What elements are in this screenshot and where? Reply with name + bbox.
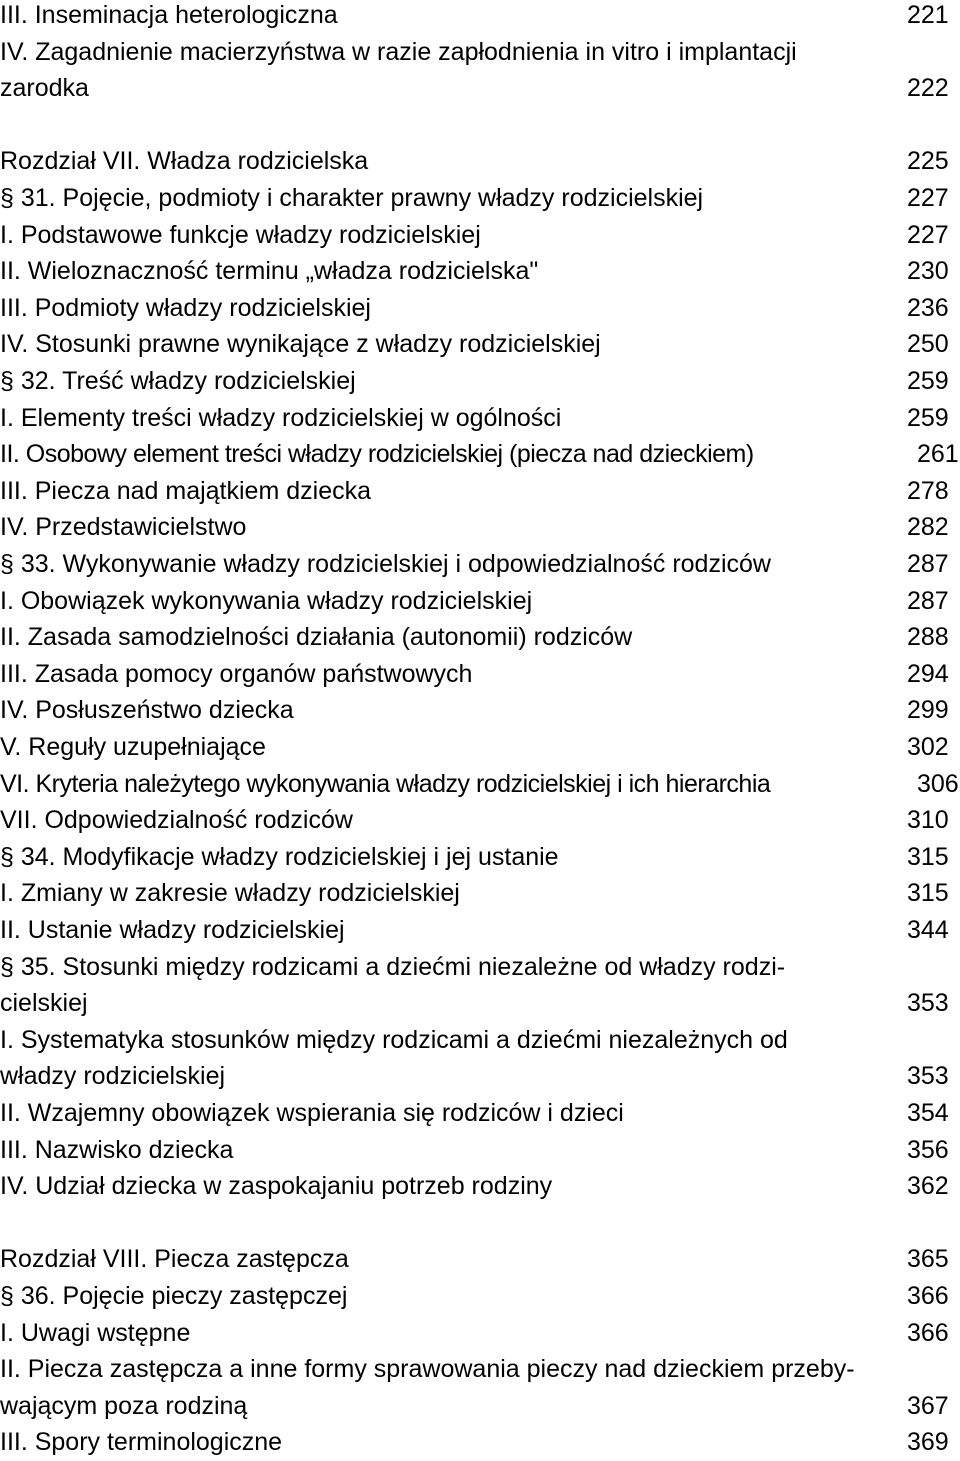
toc-entry-title: II. Wieloznaczność terminu „władza rodzicielska" xyxy=(0,257,539,286)
toc-entry-title: III. Zasada pomocy organów państwowych xyxy=(0,659,473,688)
toc-entry-page: 259 xyxy=(907,403,949,432)
toc-entry-title: IV. Stosunki prawne wynikające z władzy rodzicielskiej xyxy=(0,330,601,359)
toc-entry-page: 227 xyxy=(907,220,949,249)
toc-entry-title: II. Osobowy element treści władzy rodzicielskiej (piecza nad dzieckiem) xyxy=(0,440,754,469)
toc-entry-title: II. Ustanie władzy rodzicielskiej xyxy=(0,916,345,944)
toc-entry-page: 356 xyxy=(907,1135,949,1164)
toc-entry xyxy=(0,619,960,656)
toc-entry xyxy=(0,326,960,363)
toc-entry-page: 225 xyxy=(907,147,949,176)
toc-entry-page: 315 xyxy=(907,842,949,871)
toc-entry-page: 354 xyxy=(907,1099,949,1127)
toc-entry-title: § 31. Pojęcie, podmioty i charakter prawny władzy rodzicielskiej xyxy=(0,184,704,212)
toc-entry-title: III. Podmioty władzy rodzicielskiej xyxy=(0,293,371,322)
toc-entry xyxy=(0,1241,960,1278)
toc-entry xyxy=(0,729,960,766)
toc-entry-page: 222 xyxy=(907,74,949,103)
toc-entry-page: 353 xyxy=(907,989,949,1018)
toc-entry xyxy=(0,656,960,693)
toc-entry xyxy=(0,180,960,217)
toc-entry-title: II. Piecza zastępcza a inne formy sprawowania pieczy nad dzieckiem przeby- xyxy=(0,1355,855,1384)
toc-entry xyxy=(0,1351,960,1388)
toc-entry-page: 366 xyxy=(907,1318,949,1347)
toc-entry-page: 365 xyxy=(907,1245,949,1274)
toc-entry xyxy=(0,70,960,107)
toc-entry-title: I. Elementy treści władzy rodzicielskiej w ogólności xyxy=(0,403,562,432)
toc-entry-page: 369 xyxy=(907,1428,949,1457)
toc-entry xyxy=(0,107,960,144)
toc-entry xyxy=(0,253,960,290)
toc-entry-page: 236 xyxy=(907,293,949,322)
toc-entry-page: 287 xyxy=(907,550,949,578)
toc-entry-page: 278 xyxy=(907,476,949,505)
toc-entry xyxy=(0,143,960,180)
toc-entry-page: 353 xyxy=(907,1062,949,1091)
toc-entry-title: IV. Posłuszeństwo dziecka xyxy=(0,696,294,725)
toc-entry-page: 250 xyxy=(907,330,949,359)
toc-entry xyxy=(0,0,960,34)
toc-entry xyxy=(0,839,960,876)
toc-entry xyxy=(0,546,960,583)
toc-entry xyxy=(0,912,960,949)
toc-entry-title: II. Wzajemny obowiązek wspierania się rodziców i dzieci xyxy=(0,1099,624,1127)
toc-entry xyxy=(0,985,960,1022)
toc-entry-title: zarodka xyxy=(0,74,89,103)
toc-entry-title: cielskiej xyxy=(0,989,88,1018)
toc-entry-title: Rozdział VII. Władza rodzicielska xyxy=(0,147,369,176)
toc-entry xyxy=(0,1058,960,1095)
toc-entry-page: 366 xyxy=(907,1282,949,1310)
toc-entry xyxy=(0,766,960,803)
toc-entry-page: 306 xyxy=(917,769,959,798)
toc-entry-page: 288 xyxy=(907,623,949,652)
toc-entry-page: 221 xyxy=(907,1,949,29)
toc-entry-title: III. Piecza nad majątkiem dziecka xyxy=(0,476,371,505)
toc-entry xyxy=(0,400,960,437)
toc-entry-title: wającym poza rodziną xyxy=(0,1391,248,1420)
toc-entry xyxy=(0,34,960,71)
toc-entry-title: I. Obowiązek wykonywania władzy rodzicielskiej xyxy=(0,586,533,615)
toc-entry-title: VII. Odpowiedzialność rodziców xyxy=(0,806,353,835)
toc-entry-title: V. Reguły uzupełniające xyxy=(0,733,266,761)
toc-entry-page: 261 xyxy=(917,440,959,469)
toc-entry xyxy=(0,473,960,510)
toc-entry-page: 230 xyxy=(907,257,949,286)
toc-entry xyxy=(0,1388,960,1425)
toc-entry xyxy=(0,1205,960,1242)
toc-entry-title: VI. Kryteria należytego wykonywania władzy rodzicielskiej i ich hierarchia xyxy=(0,769,771,798)
toc-entry-title: IV. Udział dziecka w zaspokajaniu potrzeb rodziny xyxy=(0,1172,553,1201)
toc-entry-title: § 33. Wykonywanie władzy rodzicielskiej i odpowiedzialność rodziców xyxy=(0,550,771,578)
toc-entry-page: 294 xyxy=(907,659,949,688)
toc-entry-title: § 34. Modyfikacje władzy rodzicielskiej i jej ustanie xyxy=(0,842,559,871)
toc-entry-title: I. Podstawowe funkcje władzy rodzicielskiej xyxy=(0,220,481,249)
toc-entry-title: I. Uwagi wstępne xyxy=(0,1318,191,1347)
toc-entry xyxy=(0,363,960,400)
toc-entry xyxy=(0,949,960,986)
toc-entry xyxy=(0,583,960,620)
toc-entry-page: 287 xyxy=(907,586,949,615)
toc-entry-title: IV. Zagadnienie macierzyństwa w razie zapłodnienia in vitro i implantacji xyxy=(0,37,797,66)
toc-entry-title: I. Systematyka stosunków między rodzicami a dziećmi niezależnych od xyxy=(0,1025,788,1054)
toc-entry xyxy=(0,1315,960,1352)
toc-entry xyxy=(0,436,960,473)
toc-entry-title: § 32. Treść władzy rodzicielskiej xyxy=(0,367,356,395)
toc-entry-title: § 36. Pojęcie pieczy zastępczej xyxy=(0,1282,348,1310)
toc-entry-page: 259 xyxy=(907,367,949,395)
toc-entry xyxy=(0,1278,960,1315)
toc-entry-title: Rozdział VIII. Piecza zastępcza xyxy=(0,1245,349,1274)
toc-entry xyxy=(0,692,960,729)
toc-entry-title: I. Zmiany w zakresie władzy rodzicielskiej xyxy=(0,879,460,908)
toc-entry-page: 315 xyxy=(907,879,949,908)
toc-entry xyxy=(0,875,960,912)
toc-entry-title: III. Nazwisko dziecka xyxy=(0,1135,234,1164)
toc-entry-page: 282 xyxy=(907,513,949,542)
toc-entry xyxy=(0,290,960,327)
toc-entry xyxy=(0,1168,960,1205)
toc-entry-title: władzy rodzicielskiej xyxy=(0,1062,226,1091)
toc-entry-page: 362 xyxy=(907,1172,949,1201)
toc-entry-title: III. Spory terminologiczne xyxy=(0,1428,283,1457)
toc-entry xyxy=(0,1095,960,1132)
toc-entry xyxy=(0,1424,960,1461)
toc-entry-page: 302 xyxy=(907,733,949,761)
toc-entry-title: § 35. Stosunki między rodzicami a dziećmi niezależne od władzy rodzi- xyxy=(0,952,786,981)
toc-entry-page: 227 xyxy=(907,184,949,212)
toc-entry-title: III. Inseminacja heterologiczna xyxy=(0,1,338,29)
toc-entry-page: 344 xyxy=(907,916,949,944)
toc-entry-title: IV. Przedstawicielstwo xyxy=(0,513,247,542)
toc-entry-page: 310 xyxy=(907,806,949,835)
toc-entry xyxy=(0,802,960,839)
toc-entry xyxy=(0,217,960,254)
toc-entry xyxy=(0,1132,960,1169)
toc-entry xyxy=(0,509,960,546)
toc-entry-title: II. Zasada samodzielności działania (autonomii) rodziców xyxy=(0,623,633,652)
toc-entry-page: 299 xyxy=(907,696,949,725)
toc-entry-page: 367 xyxy=(907,1391,949,1420)
toc-entry xyxy=(0,1022,960,1059)
